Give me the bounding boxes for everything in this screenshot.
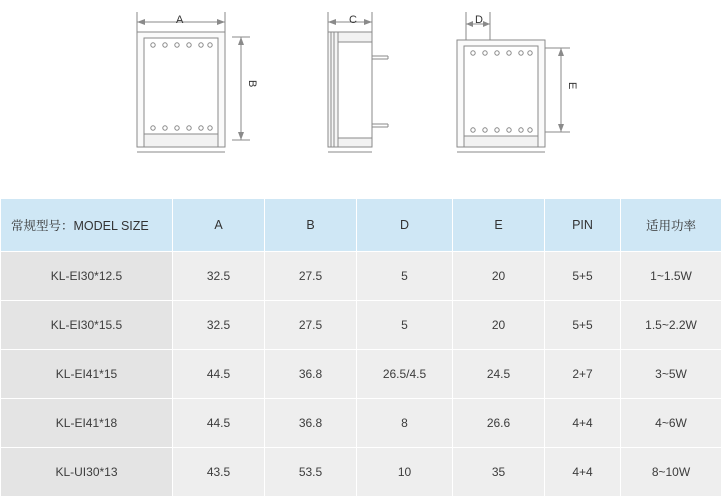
cell-d: 10	[357, 448, 453, 497]
cell-model: KL-UI30*13	[1, 448, 173, 497]
dimension-label-a: A	[176, 14, 183, 26]
cell-power: 3~5W	[621, 350, 721, 399]
table-row	[1, 350, 721, 399]
dimension-label-e: E	[566, 82, 578, 89]
front-view-svg	[120, 0, 265, 180]
cell-power: 1.5~2.2W	[621, 301, 721, 350]
cell-e: 35	[453, 448, 545, 497]
table-header	[1, 199, 721, 252]
cell-pin: 5+5	[545, 252, 621, 301]
drawing-back-view	[440, 0, 585, 180]
cell-model: KL-EI41*18	[1, 399, 173, 448]
cell-a: 44.5	[173, 399, 265, 448]
cell-b: 27.5	[265, 252, 357, 301]
table-row	[1, 448, 721, 497]
cell-pin: 4+4	[545, 399, 621, 448]
cell-b: 53.5	[265, 448, 357, 497]
cell-e: 20	[453, 301, 545, 350]
table-body	[1, 252, 721, 497]
cell-model: KL-EI30*12.5	[1, 252, 173, 301]
table-row	[1, 399, 721, 448]
cell-e: 20	[453, 252, 545, 301]
cell-pin: 4+4	[545, 448, 621, 497]
cell-model: KL-EI30*15.5	[1, 301, 173, 350]
cell-power: 1~1.5W	[621, 252, 721, 301]
cell-b: 27.5	[265, 301, 357, 350]
column-header-b: B	[265, 199, 357, 252]
cell-e: 26.6	[453, 399, 545, 448]
cell-pin: 5+5	[545, 301, 621, 350]
table-row	[1, 252, 721, 301]
column-header-a: A	[173, 199, 265, 252]
cell-power: 8~10W	[621, 448, 721, 497]
dimension-label-b: B	[246, 80, 258, 87]
cell-pin: 2+7	[545, 350, 621, 399]
table-row	[1, 301, 721, 350]
cell-d: 8	[357, 399, 453, 448]
cell-e: 24.5	[453, 350, 545, 399]
column-header-e: E	[453, 199, 545, 252]
drawing-front-view	[120, 0, 265, 180]
cell-d: 5	[357, 301, 453, 350]
column-header-pin: PIN	[545, 199, 621, 252]
cell-power: 4~6W	[621, 399, 721, 448]
cell-d: 5	[357, 252, 453, 301]
column-header-d: D	[357, 199, 453, 252]
column-header-power: 适用功率	[621, 199, 721, 252]
column-header-model: 常规型号：MODEL SIZE	[1, 199, 173, 252]
cell-b: 36.8	[265, 399, 357, 448]
cell-b: 36.8	[265, 350, 357, 399]
cell-model: KL-EI41*15	[1, 350, 173, 399]
table-header-row	[1, 199, 721, 252]
cell-a: 44.5	[173, 350, 265, 399]
back-view-svg	[440, 0, 585, 180]
cell-a: 43.5	[173, 448, 265, 497]
cell-d: 26.5/4.5	[357, 350, 453, 399]
cell-a: 32.5	[173, 301, 265, 350]
dimension-label-c: C	[349, 14, 357, 26]
specification-table	[0, 198, 721, 497]
drawing-side-view	[300, 0, 410, 180]
side-view-svg	[300, 0, 410, 180]
dimension-label-d: D	[475, 14, 483, 26]
cell-a: 32.5	[173, 252, 265, 301]
technical-drawings	[0, 0, 721, 190]
